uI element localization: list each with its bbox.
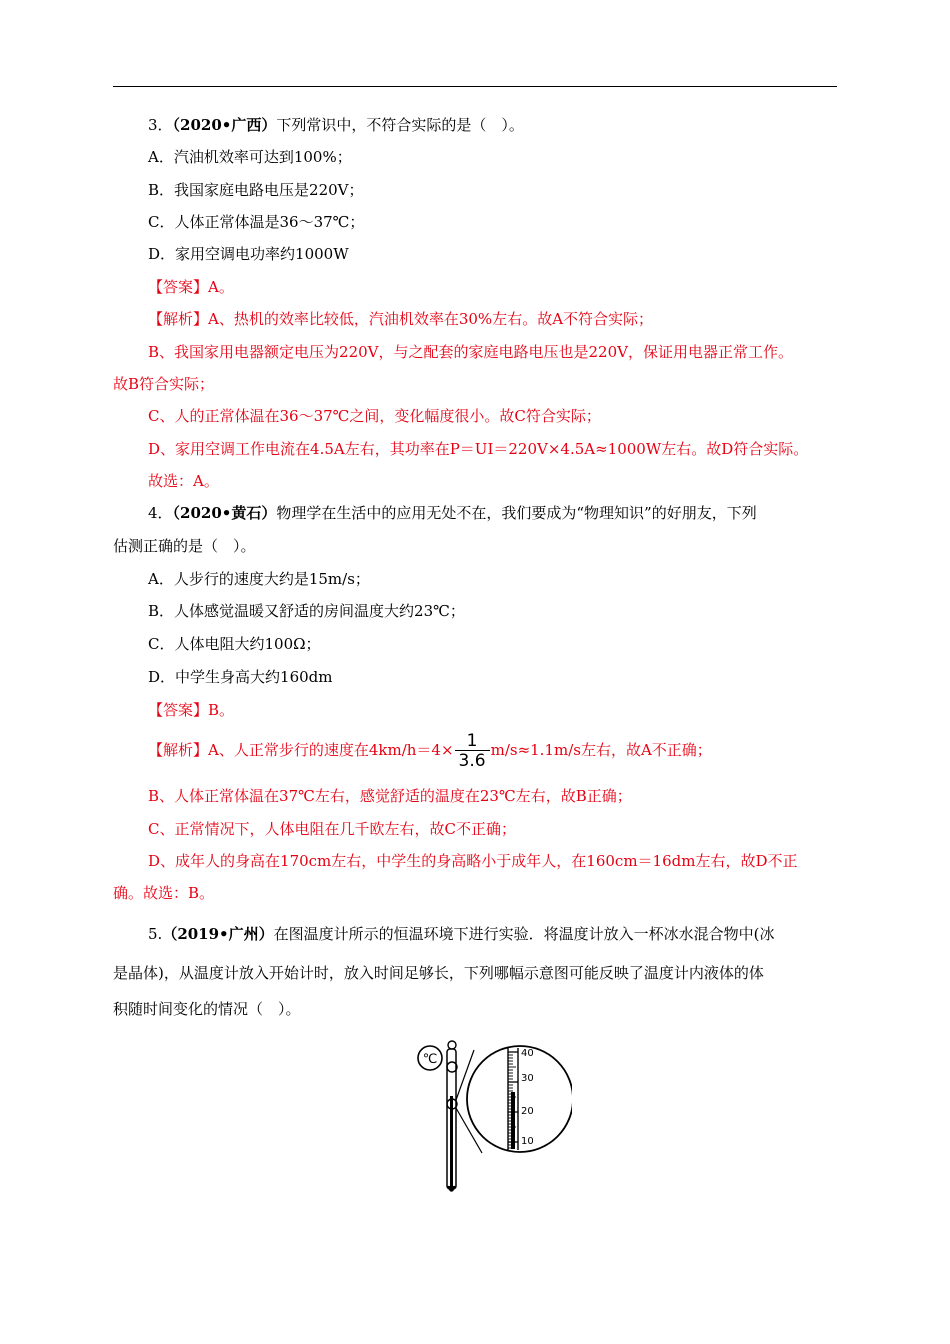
q4-analysis-line-5: 确。故选：B。 (113, 884, 215, 902)
q4-number: 4． (148, 504, 173, 522)
fraction-numerator: 1 (455, 732, 490, 751)
scale-liquid (511, 1092, 515, 1149)
q3-analysis-tag: 【解析】 (148, 310, 209, 328)
q4-analysis-first-pre: A、人正常步行的速度在4km/h＝4× (208, 741, 454, 759)
q3-number: 3． (148, 116, 173, 134)
q3-stem-line (148, 115, 524, 135)
q3-analysis-line-1 (148, 309, 653, 329)
q4-analysis-line-3: C、正常情况下，人体电阻在几千欧左右，故C不正确； (148, 820, 516, 838)
q3-analysis-first: A、热机的效率比较低，汽油机效率在30%左右。故A不符合实际； (208, 310, 654, 328)
thermometer-figure (412, 1036, 572, 1198)
q4-stem-1: 物理学在生活中的应用无处不在，我们要成为“物理知识”的好朋友，下列 (276, 504, 757, 522)
scale-label-20: 20 (521, 1106, 534, 1117)
q4-option-a: A．人步行的速度大约是15m/s； (148, 570, 370, 588)
header-rule (113, 86, 837, 87)
top-ring (448, 1041, 456, 1049)
q4-analysis-first-post: m/s≈1.1m/s左右，故A不正确； (490, 741, 712, 759)
fraction (455, 732, 490, 771)
q5-number: 5. (148, 925, 163, 943)
q4-analysis-line-2: B、人体正常体温在37℃左右，感觉舒适的温度在23℃左右，故B正确； (148, 787, 632, 805)
q4-analysis-line-4: D、成年人的身高在170cm左右，中学生的身高略小于成年人，在160cm＝16dm左右，故D不正 (148, 852, 798, 870)
q4-option-d: D．中学生身高大约160dm (148, 668, 333, 686)
q4-answer (148, 700, 234, 720)
q4-option-b: B．人体感觉温暖又舒适的房间温度大约23℃； (148, 602, 465, 620)
q3-option-d: D．家用空调电功率约1000W (148, 245, 349, 263)
scale-label-30: 30 (521, 1073, 534, 1084)
q4-stem-line-2: 估测正确的是（ ）。 (113, 537, 256, 555)
magnifier-circle (467, 1046, 572, 1152)
q5-stem-line-2: 是晶体)，从温度计放入开始计时，放入时间足够长，下列哪幅示意图可能反映了温度计内液体的体 (113, 964, 764, 982)
q4-option-c: C．人体电阻大约100Ω； (148, 635, 321, 653)
thermometer-bulb (448, 1186, 455, 1191)
q3-analysis-line-4: C、人的正常体温在36～37℃之间，变化幅度很小。故C符合实际； (148, 407, 601, 425)
q3-analysis-line-6: 故选：A。 (148, 472, 219, 490)
q3-answer-value: A。 (208, 278, 234, 296)
unit-symbol: ℃ (422, 1052, 438, 1067)
scale-label-10: 10 (521, 1136, 534, 1147)
q3-analysis-line-3: 故B符合实际； (113, 375, 215, 393)
scale-label-40: 40 (521, 1048, 534, 1059)
q4-stem-line-1 (148, 503, 757, 523)
q5-stem-1: 在图温度计所示的恒温环境下进行实验．将温度计放入一杯冰水混合物中(冰 (273, 925, 775, 943)
q3-option-c: C．人体正常体温是36～37℃； (148, 213, 365, 231)
fraction-denominator: 3.6 (458, 750, 486, 771)
q4-analysis-line-1 (148, 730, 712, 771)
q5-source: （2019•广州） (162, 925, 274, 943)
q3-analysis-line-5: D、家用空调工作电流在4.5A左右，其功率在P＝UI＝220V×4.5A≈1000W左右。故D符合实际。 (148, 440, 809, 458)
q3-stem: 下列常识中，不符合实际的是（ ）。 (276, 116, 524, 134)
q3-analysis-line-2: B、我国家用电器额定电压为220V，与之配套的家庭电路电压也是220V，保证用电器正常工作。 (148, 343, 793, 361)
q4-source: （2020•黄石） (172, 504, 277, 522)
q4-answer-tag: 【答案】 (148, 701, 209, 719)
q3-source: （2020•广西） (172, 116, 277, 134)
q5-stem-line-3: 积随时间变化的情况（ ）。 (113, 1000, 301, 1018)
q3-answer (148, 277, 234, 297)
q3-option-b: B．我国家庭电路电压是220V； (148, 181, 364, 199)
q4-answer-value: B。 (208, 701, 235, 719)
q5-stem-line-1 (148, 924, 775, 944)
q3-answer-tag: 【答案】 (148, 278, 209, 296)
q3-option-a: A．汽油机效率可达到100%； (148, 148, 352, 166)
q4-analysis-tag: 【解析】 (148, 741, 209, 759)
